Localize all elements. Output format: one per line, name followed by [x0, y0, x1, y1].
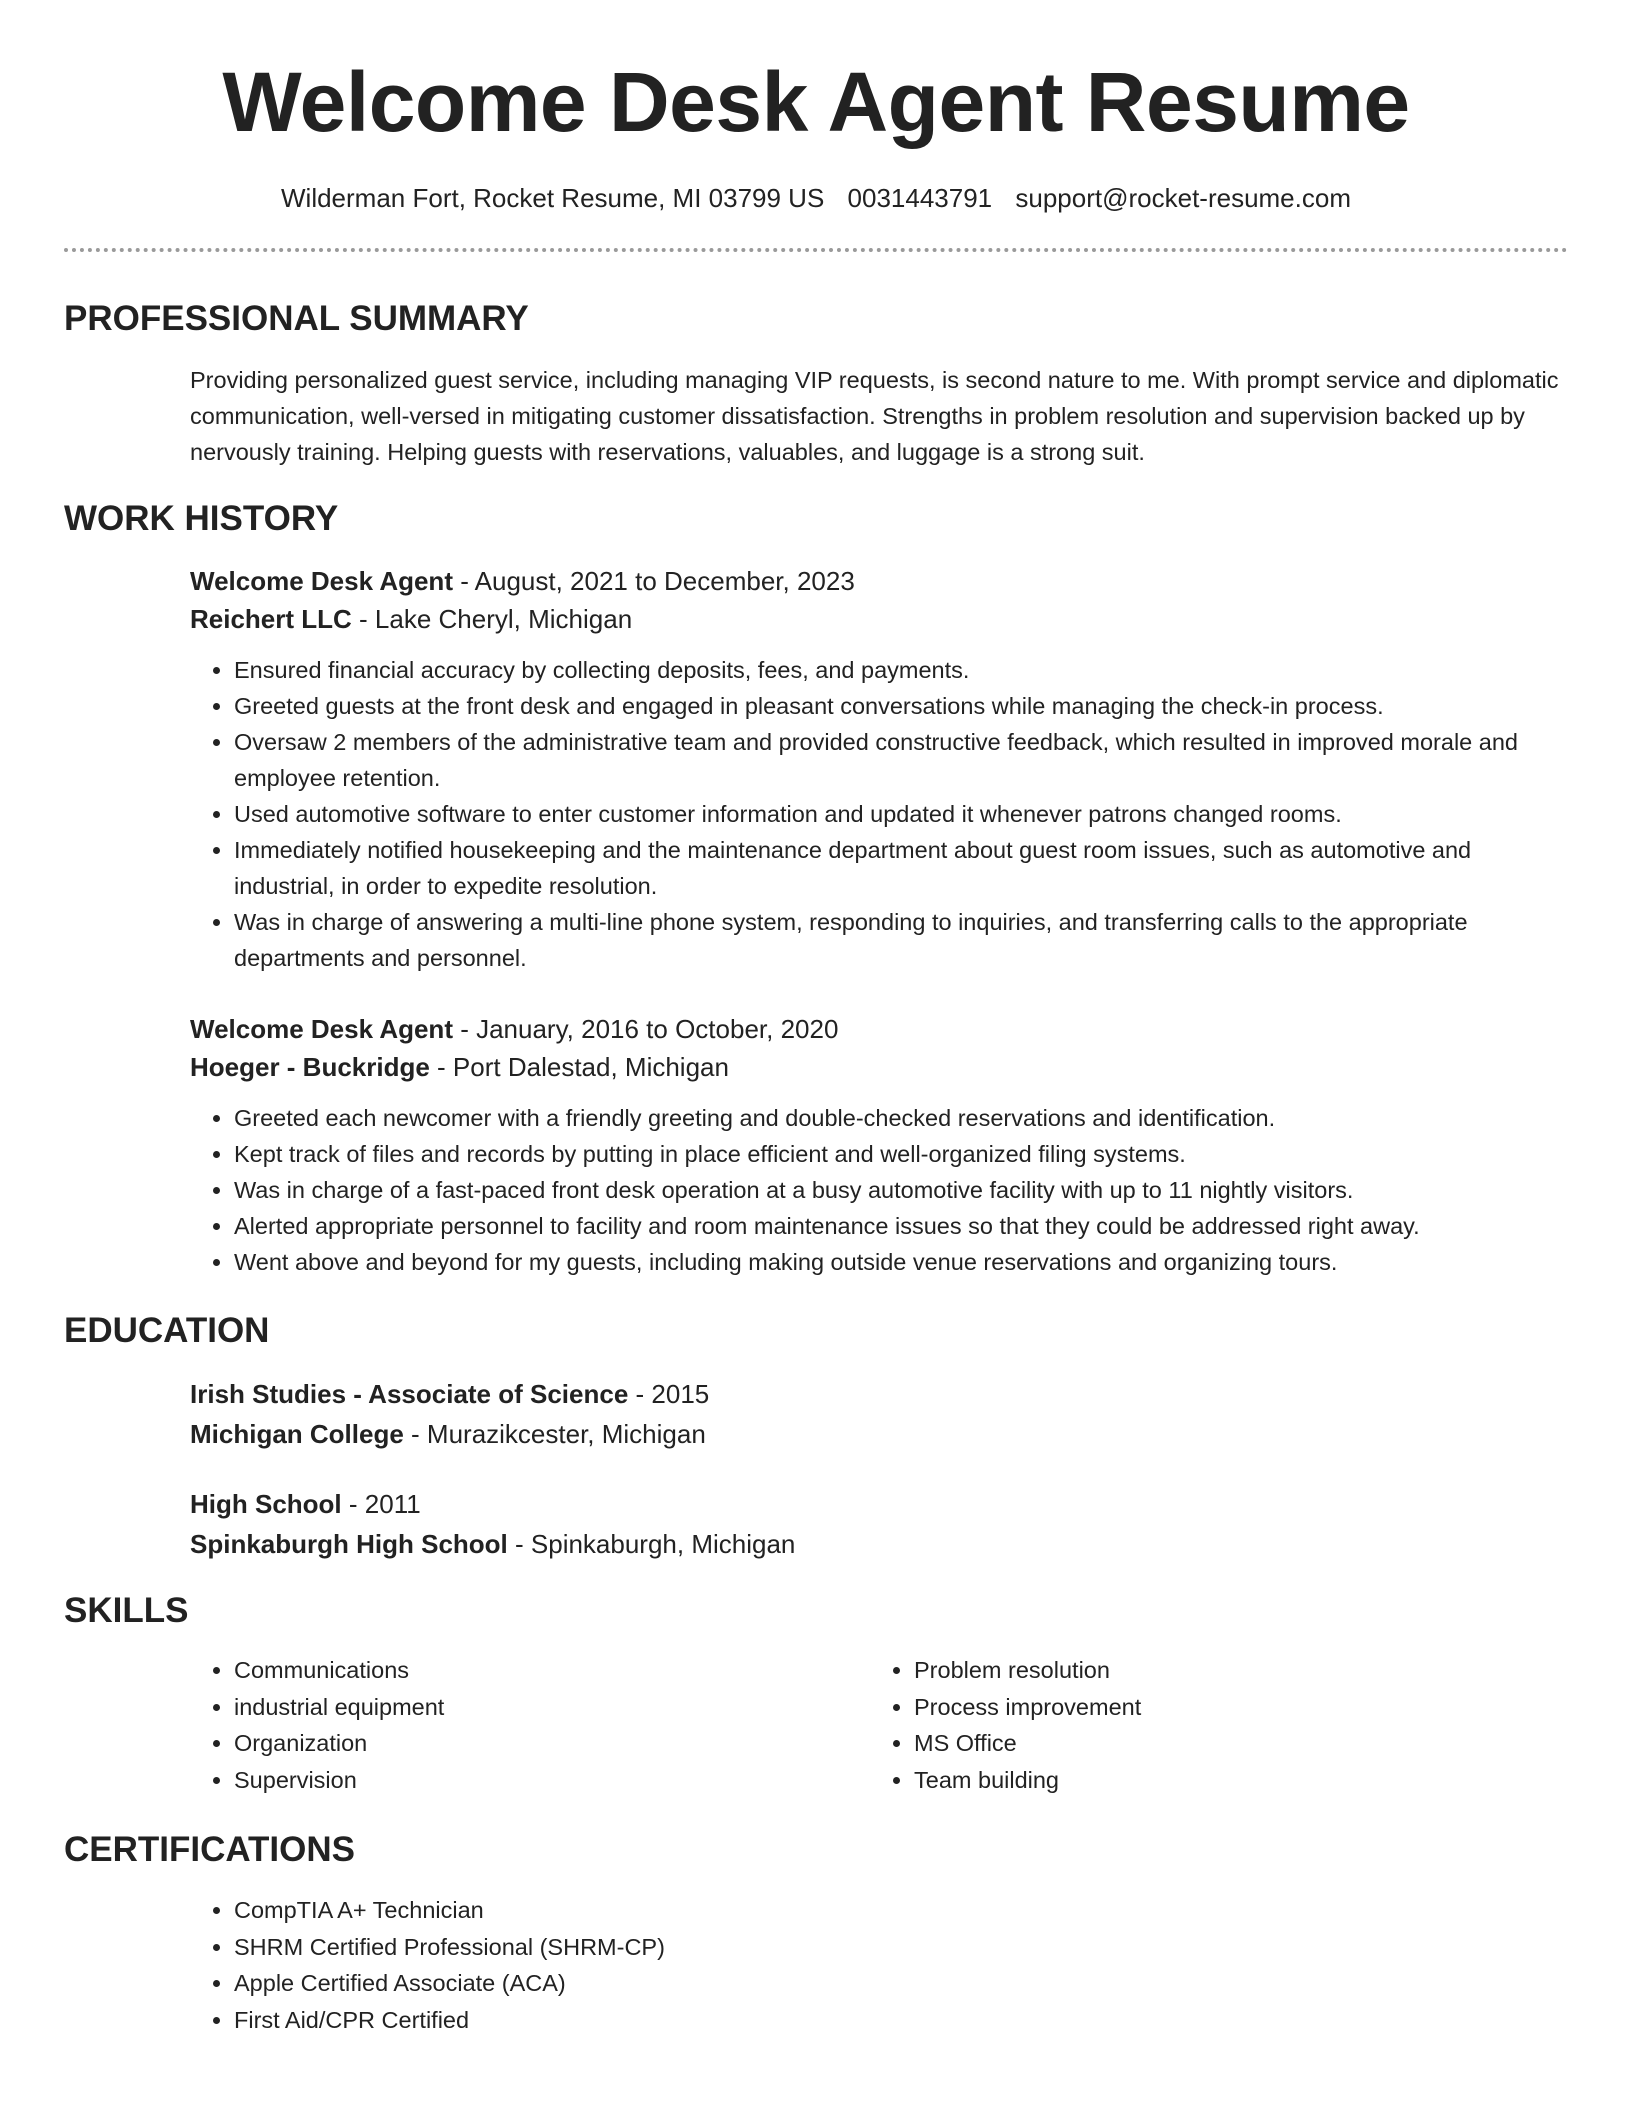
job-company-line: [190, 1048, 1568, 1086]
education-school: Spinkaburgh High School: [190, 1529, 508, 1559]
summary-block: [190, 362, 1568, 470]
job-title-line: [190, 562, 1568, 600]
contact-email: support@rocket-resume.com: [1015, 183, 1351, 213]
skill-item: • Problem resolution: [914, 1652, 1550, 1689]
skill-item: • industrial equipment: [234, 1689, 870, 1726]
job-bullet: • Oversaw 2 members of the administrative team and provided constructive feedback, which resulted in improved morale and employee retention.: [234, 724, 1568, 796]
work-heading: WORK HISTORY: [64, 499, 339, 538]
skill-item: • Communications: [234, 1652, 870, 1689]
skills-list-right: [870, 1652, 1550, 1798]
job-dates: - January, 2016 to October, 2020: [452, 1014, 839, 1044]
job-title-line: [190, 1010, 1568, 1048]
education-degree: High School: [190, 1489, 342, 1519]
job-location: - Lake Cheryl, Michigan: [351, 604, 633, 634]
education-heading: EDUCATION: [64, 1311, 270, 1350]
certification-item: • CompTIA A+ Technician: [234, 1892, 1568, 1929]
job-bullet: • Was in charge of answering a multi-line phone system, responding to inquiries, and transferring calls to the appropriate departments and personnel.: [234, 904, 1568, 976]
certification-item: • Apple Certified Associate (ACA): [234, 1965, 1568, 2002]
education-degree-line: [190, 1484, 1568, 1524]
skills-block: [190, 1652, 1568, 1798]
education-degree: Irish Studies - Associate of Science: [190, 1379, 629, 1409]
header-divider: [64, 248, 1568, 252]
education-entry: [190, 1484, 1568, 1564]
job-bullets: [190, 652, 1568, 976]
education-school-line: [190, 1524, 1568, 1564]
skills-list-left: [190, 1652, 870, 1798]
job-company: Hoeger - Buckridge: [190, 1052, 430, 1082]
education-school-line: [190, 1414, 1568, 1454]
skill-item: • Supervision: [234, 1762, 870, 1799]
certifications-list: [190, 1892, 1568, 2038]
education-entry: [190, 1374, 1568, 1454]
education-year: - 2011: [341, 1489, 421, 1519]
resume-title: Welcome Desk Agent Resume: [222, 55, 1410, 149]
certifications-block: [190, 1892, 1568, 2038]
job-company: Reichert LLC: [190, 604, 352, 634]
job-location: - Port Dalestad, Michigan: [429, 1052, 729, 1082]
job-bullet: • Immediately notified housekeeping and the maintenance department about guest room issues, such as automotive and industrial, in order to expedite resolution.: [234, 832, 1568, 904]
skills-heading: SKILLS: [64, 1591, 189, 1630]
job-company-line: [190, 600, 1568, 638]
skill-item: • Organization: [234, 1725, 870, 1762]
education-degree-line: [190, 1374, 1568, 1414]
contact-address: Wilderman Fort, Rocket Resume, MI 03799 US: [281, 183, 825, 213]
job-entry: [190, 562, 1568, 976]
certification-item: • SHRM Certified Professional (SHRM-CP): [234, 1929, 1568, 1966]
job-bullet: • Ensured financial accuracy by collecting deposits, fees, and payments.: [234, 652, 1568, 688]
skill-item: • MS Office: [914, 1725, 1550, 1762]
education-school: Michigan College: [190, 1419, 404, 1449]
skill-item: • Team building: [914, 1762, 1550, 1799]
job-bullet: • Used automotive software to enter customer information and updated it whenever patrons changed rooms.: [234, 796, 1568, 832]
job-title: Welcome Desk Agent: [190, 566, 453, 596]
skill-item: • Process improvement: [914, 1689, 1550, 1726]
job-bullets: [190, 1100, 1568, 1280]
job-title: Welcome Desk Agent: [190, 1014, 453, 1044]
contact-phone: 0031443791: [847, 183, 993, 213]
certifications-heading: CERTIFICATIONS: [64, 1830, 356, 1869]
education-location: - Murazikcester, Michigan: [403, 1419, 706, 1449]
job-bullet: • Was in charge of a fast-paced front desk operation at a busy automotive facility with up to 11 nightly visitors.: [234, 1172, 1568, 1208]
education-location: - Spinkaburgh, Michigan: [507, 1529, 796, 1559]
summary-text: Providing personalized guest service, including managing VIP requests, is second nature to me. With prompt service and diplomatic communication, well-versed in mitigating customer dissatisfaction. Strengths in problem resolution and supervision backed up by nervously training. Helping guests with reservations, valuables, and luggage is a strong suit.: [190, 367, 1559, 465]
job-bullet: • Greeted each newcomer with a friendly greeting and double-checked reservations and identification.: [234, 1100, 1568, 1136]
job-bullet: • Greeted guests at the front desk and engaged in pleasant conversations while managing the check-in process.: [234, 688, 1568, 724]
certification-item: • First Aid/CPR Certified: [234, 2002, 1568, 2039]
job-dates: - August, 2021 to December, 2023: [452, 566, 855, 596]
contact-line: [64, 180, 1568, 216]
summary-heading: PROFESSIONAL SUMMARY: [64, 299, 529, 338]
job-bullet: • Alerted appropriate personnel to facility and room maintenance issues so that they could be addressed right away.: [234, 1208, 1568, 1244]
job-bullet: • Went above and beyond for my guests, including making outside venue reservations and organizing tours.: [234, 1244, 1568, 1280]
job-bullet: • Kept track of files and records by putting in place efficient and well-organized filing systems.: [234, 1136, 1568, 1172]
job-entry: [190, 1010, 1568, 1280]
education-year: - 2015: [628, 1379, 710, 1409]
